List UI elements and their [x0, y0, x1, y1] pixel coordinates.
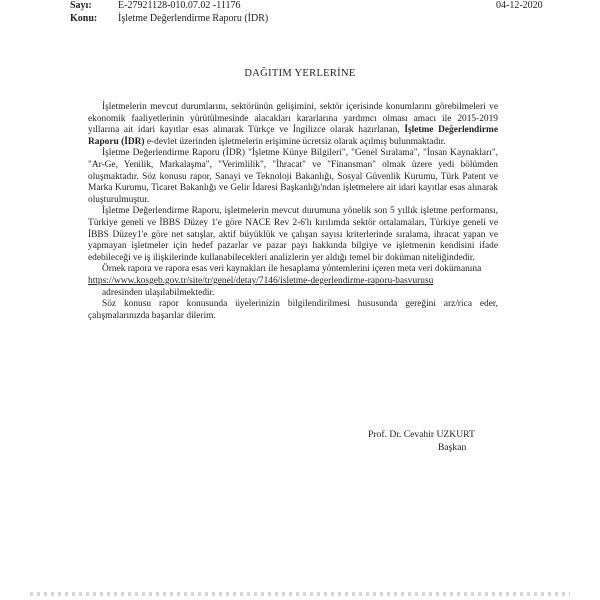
paragraph-4: Örnek rapora ve rapora esas veri kaynakları ile hesaplama yöntemlerini içeren meta veri dokümanına [102, 264, 482, 275]
konu-value: İşletme Değerlendirme Raporu (İDR) [118, 13, 269, 24]
sayi-label: Sayı: [70, 0, 92, 11]
paragraph-2: İşletme Değerlendirme Raporu (İDR) "İşletme Künye Bilgileri", "Genel Sıralama", "İnsan Kaynakları", "Ar-Ge, Yenilik, Markalaşma", "Verimlilik", "İhracat" ve "Finansman" olmak üzere yedi bölümden oluşmaktadır. Söz konusu rapor, Sanayi ve Teknoloji Bakanlığı, Sosyal Güvenlik Kurumu, Türk Patent ve Marka Kurumu, Ticaret Bakanlığı ve Gelir İdaresi Başkanlığı'ndan işletmelere ait idari kayıtlar esas alınarak oluşturulmuştur. [88, 148, 498, 205]
konu-label: Konu: [70, 13, 98, 24]
footer-strip [30, 592, 570, 596]
paragraph-1 [88, 102, 498, 148]
signature-block [368, 428, 508, 454]
letter-body [88, 102, 498, 322]
paragraph-3: İşletme Değerlendirme Raporu, işletmelerin mevcut durumuna yönelik son 5 yıllık işletme performansı, Türkiye geneli ve İBBS Düzey 1'e göre NACE Rev 2-6'lı kırılımda sektör ortalamaları, Türkiye geneli ve İBBS Düzey1'e göre net satışlar, aktif büyüklük ve çalışan sayısı kriterlerinde sıralama, ihracat yapan ve yapmayan işletmeler için hedef pazarlar ve pazar payı hakkında bilgiye ve işletmenin kendisini ifade edebileceği ve iş ilişkilerinde kullanabilecekleri analizlerin yer aldığı temel bir doküman niteliğindedir. [88, 206, 498, 263]
konu-row [70, 13, 268, 25]
signatory-name: Prof. Dr. Cevahir UZKURT [368, 429, 475, 440]
sayi-row [70, 0, 241, 12]
paragraph-5: Söz konusu rapor konusunda üyelerinizin bilgilendirilmesi hususunda gereğini arz/rica eder, çalışmalarınızda başarılar dilerim. [88, 299, 498, 321]
sayi-value: E-27921128-010.07.02 -11176 [118, 0, 241, 11]
signatory-role: Başkan [438, 442, 467, 453]
paragraph-1-text-a: İşletmelerin mevcut durumlarını, sektörünün gelişimini, sektör içerisinde konumlarını görebilmeleri ve ekonomik faaliyetlerinin yürütülmesinde alacakları kararlarına yardımcı olması amacı ile 2015-2019 yıllarına ait idari kayıtlar esas alınarak Türkçe ve İngilizce olarak hazırlanan, [88, 102, 498, 136]
document-date: 04-12-2020 [496, 0, 543, 11]
report-name-bold: İşletme Değerlendirme Raporu (İDR) [88, 125, 498, 147]
link-paragraph [88, 276, 498, 288]
page-title: DAĞITIM YERLERİNE [244, 68, 356, 79]
paragraph-4-after: adresinden ulaşılabilmektedir. [102, 287, 215, 298]
report-link[interactable]: https://www.kosgeb.gov.tr/site/tr/genel/detay/7146/isletme-degerlendirme-raporu-basvurusu [88, 275, 434, 286]
paragraph-1-text-b: e-devlet üzerinden işletmelerin erişimine ücretsiz olarak açılmış bulunmaktadır. [144, 136, 446, 147]
